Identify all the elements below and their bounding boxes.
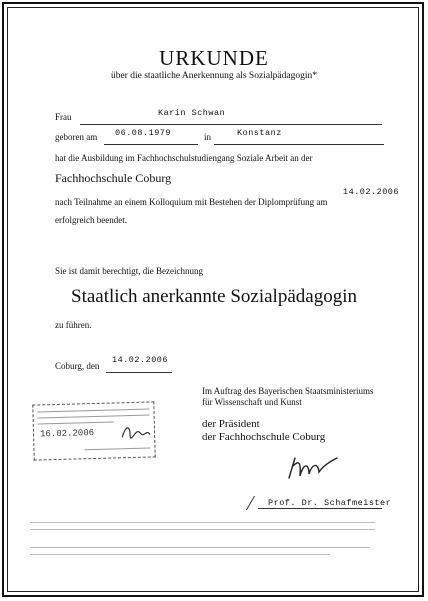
stamp-date: 16.02.2006: [39, 428, 95, 440]
designation: Staatlich anerkannte Sozialpädagogin: [71, 286, 357, 307]
authority-line-3: der Präsident: [202, 418, 260, 430]
exam-date-value: 14.02.2006: [343, 187, 400, 197]
document-title: URKUNDE: [159, 46, 269, 70]
birth-place-line: [214, 144, 384, 145]
signature-line: [258, 508, 382, 509]
zu-fuehren-text: zu führen.: [55, 320, 92, 330]
name-line: [80, 124, 382, 125]
authority-line-1: Im Auftrag des Bayerischen Staatsministeriums: [202, 386, 374, 396]
birth-date-line: [104, 144, 198, 145]
kolloquium-text: nach Teilnahme an einem Kolloquium mit Bestehen der Diplomprüfung am: [55, 197, 328, 207]
rubber-stamp: [32, 401, 155, 460]
berechtigt-text: Sie ist damit berechtigt, die Bezeichnung: [55, 266, 203, 276]
issue-date-line: [106, 372, 172, 373]
in-label: in: [204, 132, 212, 142]
authority-line-4: der Fachhochschule Coburg: [202, 431, 326, 443]
place-label: Coburg, den: [55, 361, 100, 371]
issue-date-value: 14.02.2006: [112, 355, 169, 365]
stamp-initials-icon: [120, 420, 153, 443]
erfolgreich-text: erfolgreich beendet.: [55, 215, 127, 225]
document-subtitle: über die staatliche Anerkennung als Sozialpädagogin*: [110, 71, 318, 81]
frau-label: Frau: [55, 112, 72, 122]
signature-icon: [285, 452, 345, 482]
name-value: Karin Schwan: [158, 108, 226, 118]
signatory-name: Prof. Dr. Schafmeister: [268, 498, 392, 508]
birth-place-value: Konstanz: [237, 128, 282, 138]
birth-date-value: 06.08.1979: [115, 128, 172, 138]
school-name: Fachhochschule Coburg: [55, 171, 172, 185]
geboren-label: geboren am: [55, 132, 98, 142]
ausbildung-text: hat die Ausbildung im Fachhochschulstudiengang Soziale Arbeit an der: [55, 153, 313, 163]
authority-line-2: für Wissenschaft und Kunst: [202, 397, 302, 407]
